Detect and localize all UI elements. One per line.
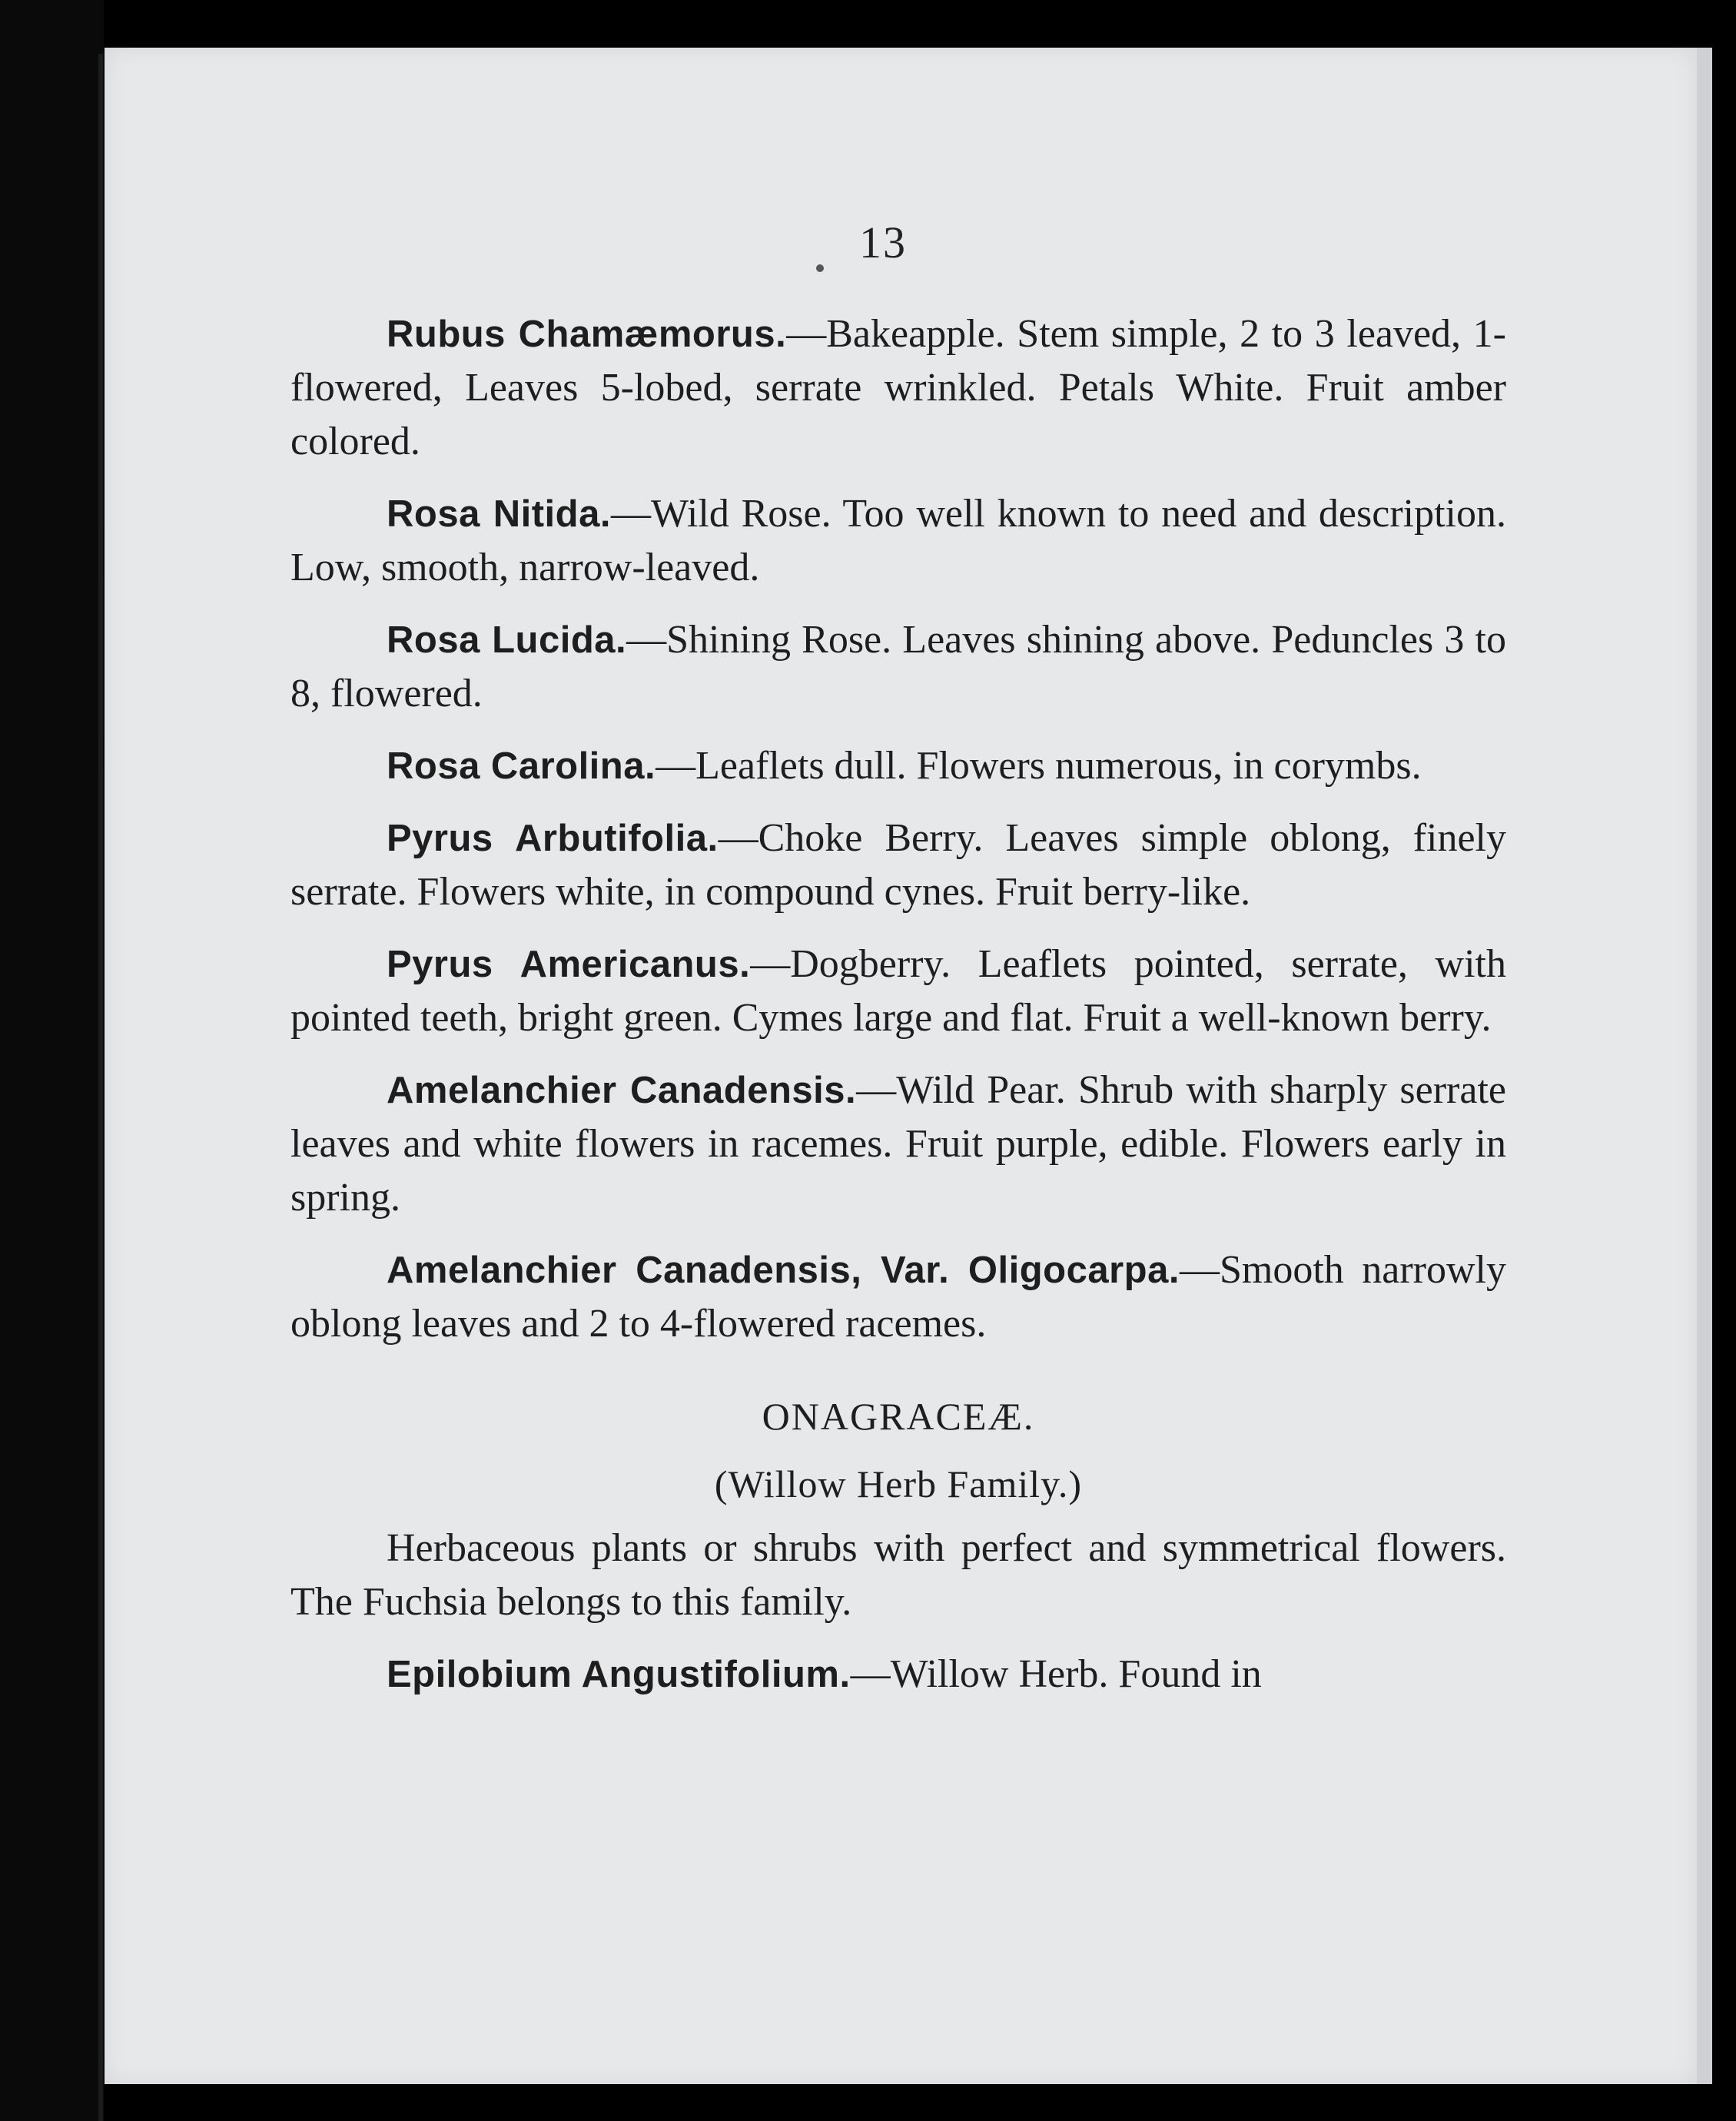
plant-entry <box>290 613 1506 721</box>
plant-entry <box>290 487 1506 595</box>
plant-description: —Smooth narrowly oblong leaves and 2 to 4-flowered racemes. <box>290 1248 1506 1346</box>
plant-entry <box>290 1064 1506 1225</box>
page-content <box>290 307 1506 1720</box>
plant-description: —Willow Herb. Found in <box>850 1652 1262 1696</box>
plant-description: —Wild Pear. Shrub with sharply serrate leaves and white flowers in racemes. Fruit purple, edible. Flowers early in spring. <box>290 1068 1506 1220</box>
plant-name: Amelanchier Canadensis. <box>387 1070 857 1111</box>
plant-name: Rosa Carolina. <box>387 745 656 787</box>
scan-spine-shadow <box>0 0 104 2121</box>
plant-name: Rosa Lucida. <box>387 619 627 661</box>
plant-name: Rosa Nitida. <box>387 493 611 535</box>
plant-name: Pyrus Americanus. <box>387 944 751 985</box>
plant-description: —Leaflets dull. Flowers numerous, in corymbs. <box>656 744 1422 788</box>
plant-description: —Choke Berry. Leaves simple oblong, finely serrate. Flowers white, in compound cynes. Fruit berry-like. <box>290 816 1506 914</box>
plant-entry <box>290 938 1506 1045</box>
plant-entry <box>290 1648 1506 1701</box>
plant-description: —Shining Rose. Leaves shining above. Peduncles 3 to 8, flowered. <box>290 618 1506 715</box>
plant-description: —Dogberry. Leaflets pointed, serrate, with pointed teeth, bright green. Cymes large and flat. Fruit a well-known berry. <box>290 942 1506 1040</box>
page-gutter-line <box>98 54 103 2121</box>
plant-description: —Wild Rose. Too well known to need and description. Low, smooth, narrow-leaved. <box>290 492 1506 589</box>
plant-name: Rubus Chamæmorus. <box>387 314 787 355</box>
family-heading: ONAGRACEÆ. <box>762 1395 1035 1438</box>
family-intro: Herbaceous plants or shrubs with perfect and symmetrical flowers. The Fuchsia belongs to this family. <box>290 1526 1506 1624</box>
ink-dot <box>816 264 824 272</box>
family-subheading: (Willow Herb Family.) <box>714 1462 1083 1505</box>
plant-entry <box>290 812 1506 919</box>
plant-description: —Bakeapple. Stem simple, 2 to 3 leaved, 1-flowered, Leaves 5-lobed, serrate wrinkled. Petals White. Fruit amber colored. <box>290 312 1506 463</box>
plant-name: Amelanchier Canadensis, Var. Oligocarpa. <box>387 1250 1180 1291</box>
page-right-edge <box>1697 48 1712 2084</box>
page-number: 13 <box>859 217 907 267</box>
plant-entry <box>290 739 1506 793</box>
plant-name: Epilobium Angustifolium. <box>387 1654 851 1695</box>
plant-entry <box>290 1243 1506 1351</box>
plant-entry <box>290 307 1506 469</box>
plant-name: Pyrus Arbutifolia. <box>387 818 719 859</box>
